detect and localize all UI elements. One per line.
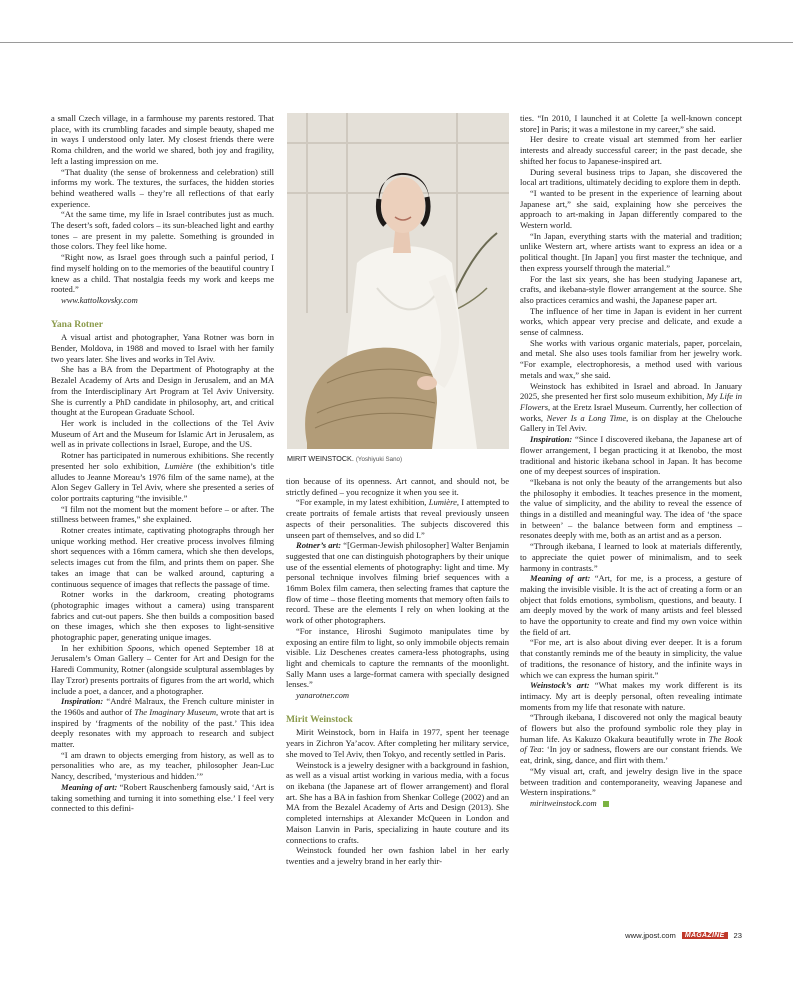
paragraph: During several business trips to Japan, she discovered the local art traditions, ultimately deciding to explore them in depth. (520, 166, 742, 188)
paragraph: “At the same time, my life in Israel contributes just as much. The desert’s soft, faded colors – its sun-bleached light and earthy tones – are present in my palette. Something is grounded in those colors. They feel like home. (51, 209, 274, 252)
page-footer (625, 931, 742, 940)
paragraph: Inspiration: “Since I discovered ikebana, the Japanese art of flower arrangement, I began practicing it at Ikenobo, the most traditional and historic ikebana school in Japan. It has become one of my deepest sources of inspiration. (520, 434, 742, 477)
paragraph: She has a BA from the Department of Photography at the Bezalel Academy of Arts and Design in Jerusalem, and an MA from the Interdisciplinary Art Program at Tel Aviv University. She is currently a PhD candidate in philosophy, art, and critical thought at the European Graduate School. (51, 364, 274, 418)
photo-caption (287, 454, 509, 463)
magazine-logo: MAGAZINE (682, 932, 728, 939)
paragraph: ties. “In 2010, I launched it at Colette [a well-known concept store] in Paris; it was a milestone in my career,” she said. (520, 113, 742, 134)
end-mark-icon (603, 801, 609, 807)
paragraph: Rotner creates intimate, captivating photographs through her unique working method. Her creative process involves filming short sequences with a 16mm camera, which she then develops, selects images cut from the film, and prints them on paper. She takes an image that can be walked around, capturing a continuous sequence of images that reflects the passage of time. (51, 525, 274, 589)
paragraph: Her work is included in the collections of the Tel Aviv Museum of Art and the Museum for Islamic Art in Jerusalem, as well as in private collections in Israel, Europe, and the US. (51, 417, 274, 450)
paragraph: “Ikebana is not only the beauty of the arrangements but also the philosophy it embodies. It teaches presence in the moment, the value of simplicity, and the ability to reveal the essence of things in a distilled and meaningful way. The idea of ‘the space in between’ – the balance between form and emptiness – resonates deeply with me, both as an artist and as a person. (520, 476, 742, 541)
paragraph: “I wanted to be present in the experience of learning about Japanese art,” she said, explaining how she perceives the approach to art-making in Japan differently compared to the Western world. (520, 187, 742, 231)
paragraph: “That duality (the sense of brokenness and celebration) still informs my work. The textures, the surfaces, the hidden stories behind weathered walls – they’re all reflections of that early experience. (51, 166, 274, 209)
artist-website: yanarotner.com (296, 690, 350, 701)
paragraph: “In Japan, everything starts with the material and tradition; unlike Western art, where artists want to express an idea or a political thought. [In Japan] you first master the technique, and then express yourself through the material.” (520, 230, 742, 273)
section-heading-mirit-weinstock: Mirit Weinstock (286, 713, 353, 725)
paragraph: For the last six years, she has been studying Japanese art, crafts, and ikebana-style flower arrangement at the source. She also practices ceramics and washi, the Japanese paper art. (520, 273, 742, 305)
paragraph: “For me, art is also about diving ever deeper. It is a forum that constantly reminds me of the beauty in simplicity, the value of traditions, the resonance of history, and the infinite ways in which we can express the human spirit.” (520, 637, 742, 680)
artist-website: www.kattolkovsky.com (61, 294, 138, 305)
paragraph: “Right now, as Israel goes through such a painful period, I find myself holding on to the memories of the beautiful country I knew as a child. That nostalgia feeds my work and keeps me rooted.” (51, 252, 274, 295)
photo-illustration (287, 113, 509, 449)
paragraph: Meaning of art: “Robert Rauschenberg famously said, ‘Art is taking something and turning it into something else.’ I feel very connected to this defini- (51, 781, 274, 814)
paragraph: Meaning of art: “Art, for me, is a process, a gesture of making the invisible visible. It is the act of creating a form or an object that folds emotions, symbolism, questions, and beauty. I am deeply moved by the work of many artists and feel blessed to have the opportunity to create and find my own voice within the field of art. (520, 573, 742, 637)
column-1 (51, 113, 274, 814)
paragraph: Inspiration: “André Malraux, the French culture minister in the 1960s and author of The Imaginary Museum, wrote that art is inspired by ‘fragments of the nobility of the past.’ This idea deeply resonates with my approach to research and subject matter. (51, 696, 274, 750)
paragraph: “Through ikebana, I learned to look at materials differently, to appreciate the quiet power of minimalism, and to seek harmony in contrasts.” (520, 541, 742, 573)
paragraph: “I film not the moment but the moment before – or after. The stillness between frames,” she explained. (51, 503, 274, 525)
caption-photo-credit: (Yoshiyuki Sano) (355, 456, 403, 463)
section-heading-yana-rotner: Yana Rotner (51, 318, 103, 330)
paragraph: “For instance, Hiroshi Sugimoto manipulates time by exposing an entire film to light, so only immobile objects remain visible. Liz Deschenes creates camera-less photographs, using light and chemicals to capture the remnants of the moonlight. Sally Mann uses a large-format camera with specially designed lenses.” (286, 625, 509, 690)
paragraph: “I am drawn to objects emerging from history, as well as to personalities who are, as my teacher, philosopher Jean-Luc Nancy, described, ‘mysterious and hidden.’” (51, 749, 274, 782)
paragraph: Rotner works in the darkroom, creating photograms (photographic images without a camera) using transparent fabrics and cut-out papers. She then builds a composition based on these images, which she then exposes to light-sensitive photographic paper, generating unique images. (51, 589, 274, 643)
column-2 (286, 476, 509, 867)
paragraph: Rotner has participated in numerous exhibitions. She recently presented her solo exhibition, Lumière (the exhibition’s title alludes to Jeanne Moreau’s 1976 film of the same name), at the Alon Segev Gallery in Tel Aviv, where she presented a series of color portraits capturing “the invisible.” (51, 450, 274, 503)
paragraph: “My visual art, craft, and jewelry design live in the space between tradition and contemporaneity, weaving Japanese and Western inspirations.” (520, 765, 742, 798)
paragraph: Her desire to create visual art stemmed from her earlier interests and already successful career; in the past decade, she shifted her focus to Japanese-inspired art. (520, 134, 742, 166)
paragraph: Weinstock has exhibited in Israel and abroad. In January 2025, she presented her first solo museum exhibition, My Life in Flowers, at the Eretz Israel Museum. Currently, her collection of works, Never Is a Long Time, is on display at the Chelouche Gallery in Tel Aviv. (520, 380, 742, 434)
paragraph: Weinstock’s art: “What makes my work different is its intimacy. My art is deeply personal, often revealing intimate moments from my life that resonate with nature. (520, 680, 742, 712)
paragraph: Mirit Weinstock, born in Haifa in 1977, spent her teenage years in Zichron Ya’acov. After completing her military service, she moved to Tel Aviv, then Tokyo, and recently settled in Paris. (286, 727, 509, 759)
paragraph: In her exhibition Spoons, which opened September 18 at Jerusalem’s Oman Gallery – Center for Art and Design for the Haredi Community, Rotner (alongside sculptural assemblages by Ilay Tzror) presents portraits of figures from the art world, which include a poet, a dancer, and a photographer. (51, 642, 275, 696)
paragraph: A visual artist and photographer, Yana Rotner was born in Bender, Moldova, in 1988 and moved to Israel with her family two years later. She lives and works in Tel Aviv. (51, 332, 274, 364)
caption-name: MIRIT WEINSTOCK. (287, 454, 354, 463)
top-rule (0, 42, 793, 43)
portrait-photo (287, 113, 509, 449)
column-3 (520, 113, 742, 823)
paragraph: a small Czech village, in a farmhouse my parents restored. That place, with its crumbling facades and simple beauty, shaped me in ways I understood only later. My closest friends there were Roma children, and the world we shared, both joy and fragility, left a lasting impression on me. (51, 113, 274, 166)
paragraph: “For example, in my latest exhibition, Lumière, I attempted to create portraits of female artists that reveal previously unseen aspects of their personalities. The subjects discovered this unseen part of themselves, and so did I.” (286, 497, 509, 540)
paragraph: Weinstock founded her own fashion label in her early twenties and a jewelry brand in her early thir- (286, 845, 509, 866)
artist-website: miritweinstock.com (520, 798, 742, 809)
paragraph: Weinstock is a jewelry designer with a background in fashion, as well as a visual artist working in various media, with a focus on ikebana (the Japanese art of flower arrangement) and floral art. She has a BA in fashion from Shenkar College (2002) and an MA from the Bezalel Academy of Arts and Design (2013). She completed internships at Alexander McQueen in London and Maison Lanvin in Paris, specializing in haute couture and its connections to crafts. (286, 759, 509, 845)
paragraph: The influence of her time in Japan is evident in her current works, which appear very precise and delicate, and exude a sense of calmness. (520, 305, 742, 338)
paragraph: tion because of its openness. Art cannot, and should not, be strictly defined – you recognize it when you see it. (286, 476, 509, 497)
footer-url: www.jpost.com (625, 931, 676, 940)
paragraph: “Through ikebana, I discovered not only the magical beauty of flowers but also the profound symbolic role they play in human life. As Kakuzo Okakura beautifully wrote in The Book of Tea: ‘In joy or sadness, flowers are our constant friends. We eat, drink, sing, dance, and flirt with them.’ (520, 712, 742, 766)
page-number: 23 (733, 931, 742, 940)
paragraph: She works with various organic materials, paper, porcelain, and metal. She also uses tools familiar from her jewelry work. “For example, electrophoresis, a method used with various metals and wax,” she said. (520, 337, 742, 380)
paragraph: Rotner’s art: “[German-Jewish philosopher] Walter Benjamin suggested that one can distinguish photographers by their unique use of the essential elements of photography: light and time. My personal technique involves filming brief sequences with a 16mm Bolex film camera, then selecting frames that capture the flow of time – those fleeting moments that memory often fails to record. These are the elements I rely on when looking at the work of other photographers. (286, 540, 509, 626)
